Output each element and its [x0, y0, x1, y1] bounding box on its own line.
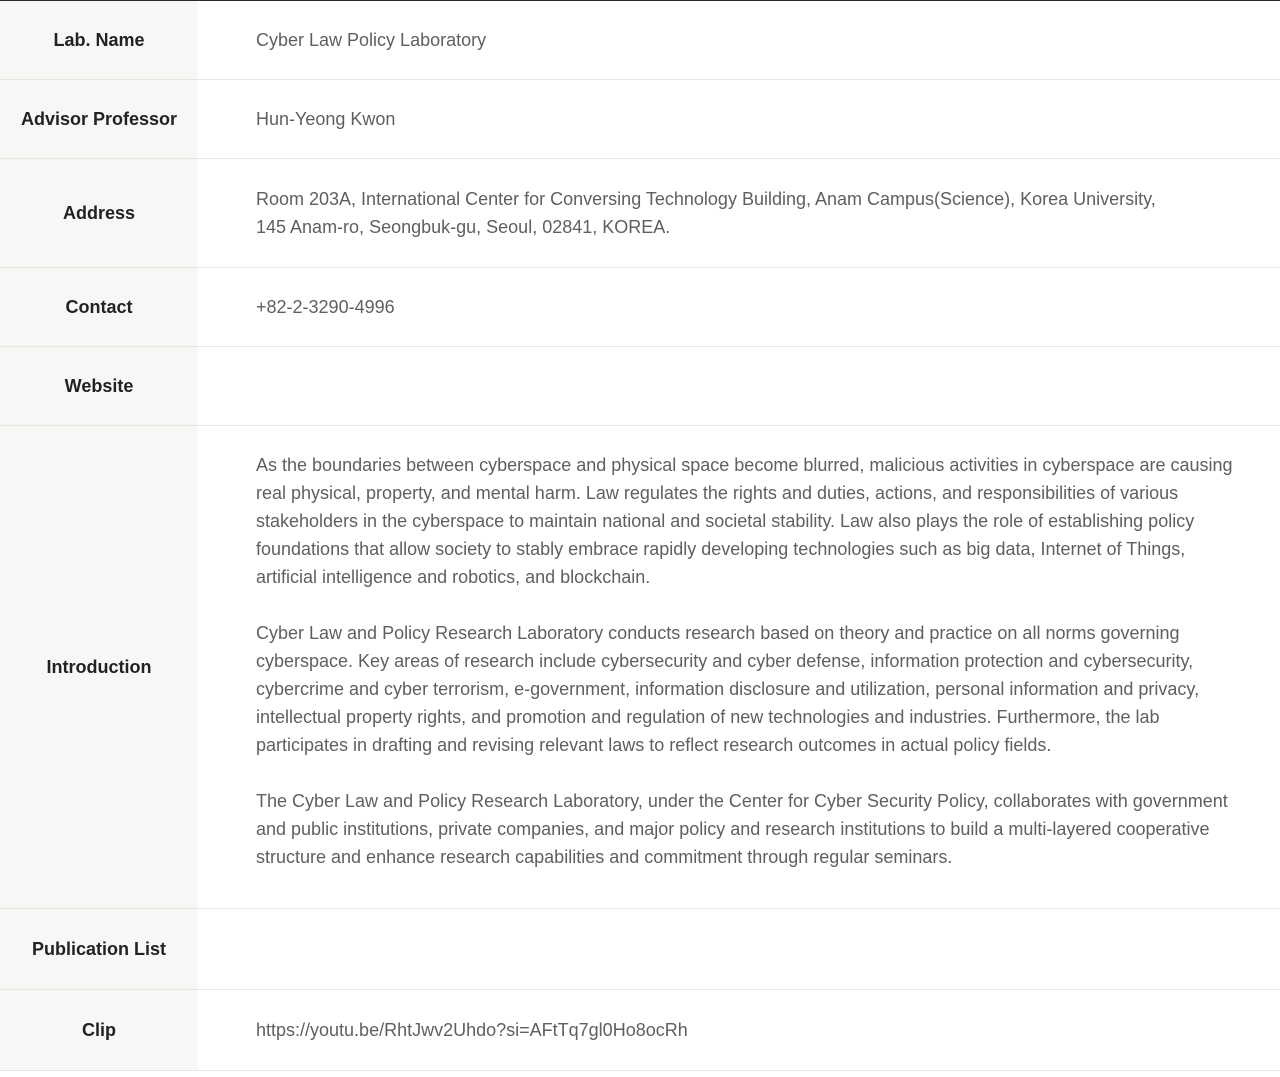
intro-paragraph-3: The Cyber Law and Policy Research Laboratory, under the Center for Cyber Security Policy, collaborates with government and public institutions, private companies, and major policy and research institutions to build a multi-layered cooperative structure and enhance research capabilities and commitment through regular seminars. [256, 791, 1228, 867]
address-line-1: Room 203A, International Center for Conversing Technology Building, Anam Campus(Science), Korea University, [256, 189, 1156, 209]
row-publication-list [0, 909, 1280, 990]
row-introduction [0, 426, 1280, 909]
row-clip [0, 990, 1280, 1071]
clip-value [198, 990, 1280, 1071]
row-website [0, 347, 1280, 426]
clip-label: Clip [0, 990, 198, 1071]
advisor-label: Advisor Professor [0, 80, 198, 159]
publication-list-label: Publication List [0, 909, 198, 990]
clip-link[interactable]: https://youtu.be/RhtJwv2Uhdo?si=AFtTq7gl0Ho8ocRh [256, 1020, 688, 1040]
intro-paragraph-1: As the boundaries between cyberspace and physical space become blurred, malicious activities in cyberspace are causing real physical, property, and mental harm. Law regulates the rights and duties, actions, and responsibilities of various stakeholders in the cyberspace to maintain national and societal stability. Law also plays the role of establishing policy foundations that allow society to stably embrace rapidly developing technologies such as big data, Internet of Things, artificial intelligence and robotics, and blockchain. [256, 455, 1233, 587]
introduction-label: Introduction [0, 426, 198, 909]
row-lab-name [0, 1, 1280, 80]
lab-name-label: Lab. Name [0, 1, 198, 80]
advisor-value: Hun-Yeong Kwon [198, 80, 1280, 159]
row-address [0, 159, 1280, 268]
website-label: Website [0, 347, 198, 426]
contact-label: Contact [0, 268, 198, 347]
intro-paragraph-2: Cyber Law and Policy Research Laboratory conducts research based on theory and practice on all norms governing cyberspace. Key areas of research include cybersecurity and cyber defense, information protection and cybersecurity, cybercrime and cyber terrorism, e-government, information disclosure and utilization, personal information and privacy, intellectual property rights, and promotion and regulation of new technologies and industries. Furthermore, the lab participates in drafting and revising relevant laws to reflect research outcomes in actual policy fields. [256, 623, 1200, 755]
introduction-value [198, 426, 1280, 909]
publication-list-value [198, 909, 1280, 990]
contact-value: +82-2-3290-4996 [198, 268, 1280, 347]
row-advisor [0, 80, 1280, 159]
row-contact [0, 268, 1280, 347]
website-value [198, 347, 1280, 426]
lab-name-value: Cyber Law Policy Laboratory [198, 1, 1280, 80]
address-label: Address [0, 159, 198, 268]
address-value [198, 159, 1280, 268]
address-line-2: 145 Anam-ro, Seongbuk-gu, Seoul, 02841, KOREA. [256, 217, 671, 237]
